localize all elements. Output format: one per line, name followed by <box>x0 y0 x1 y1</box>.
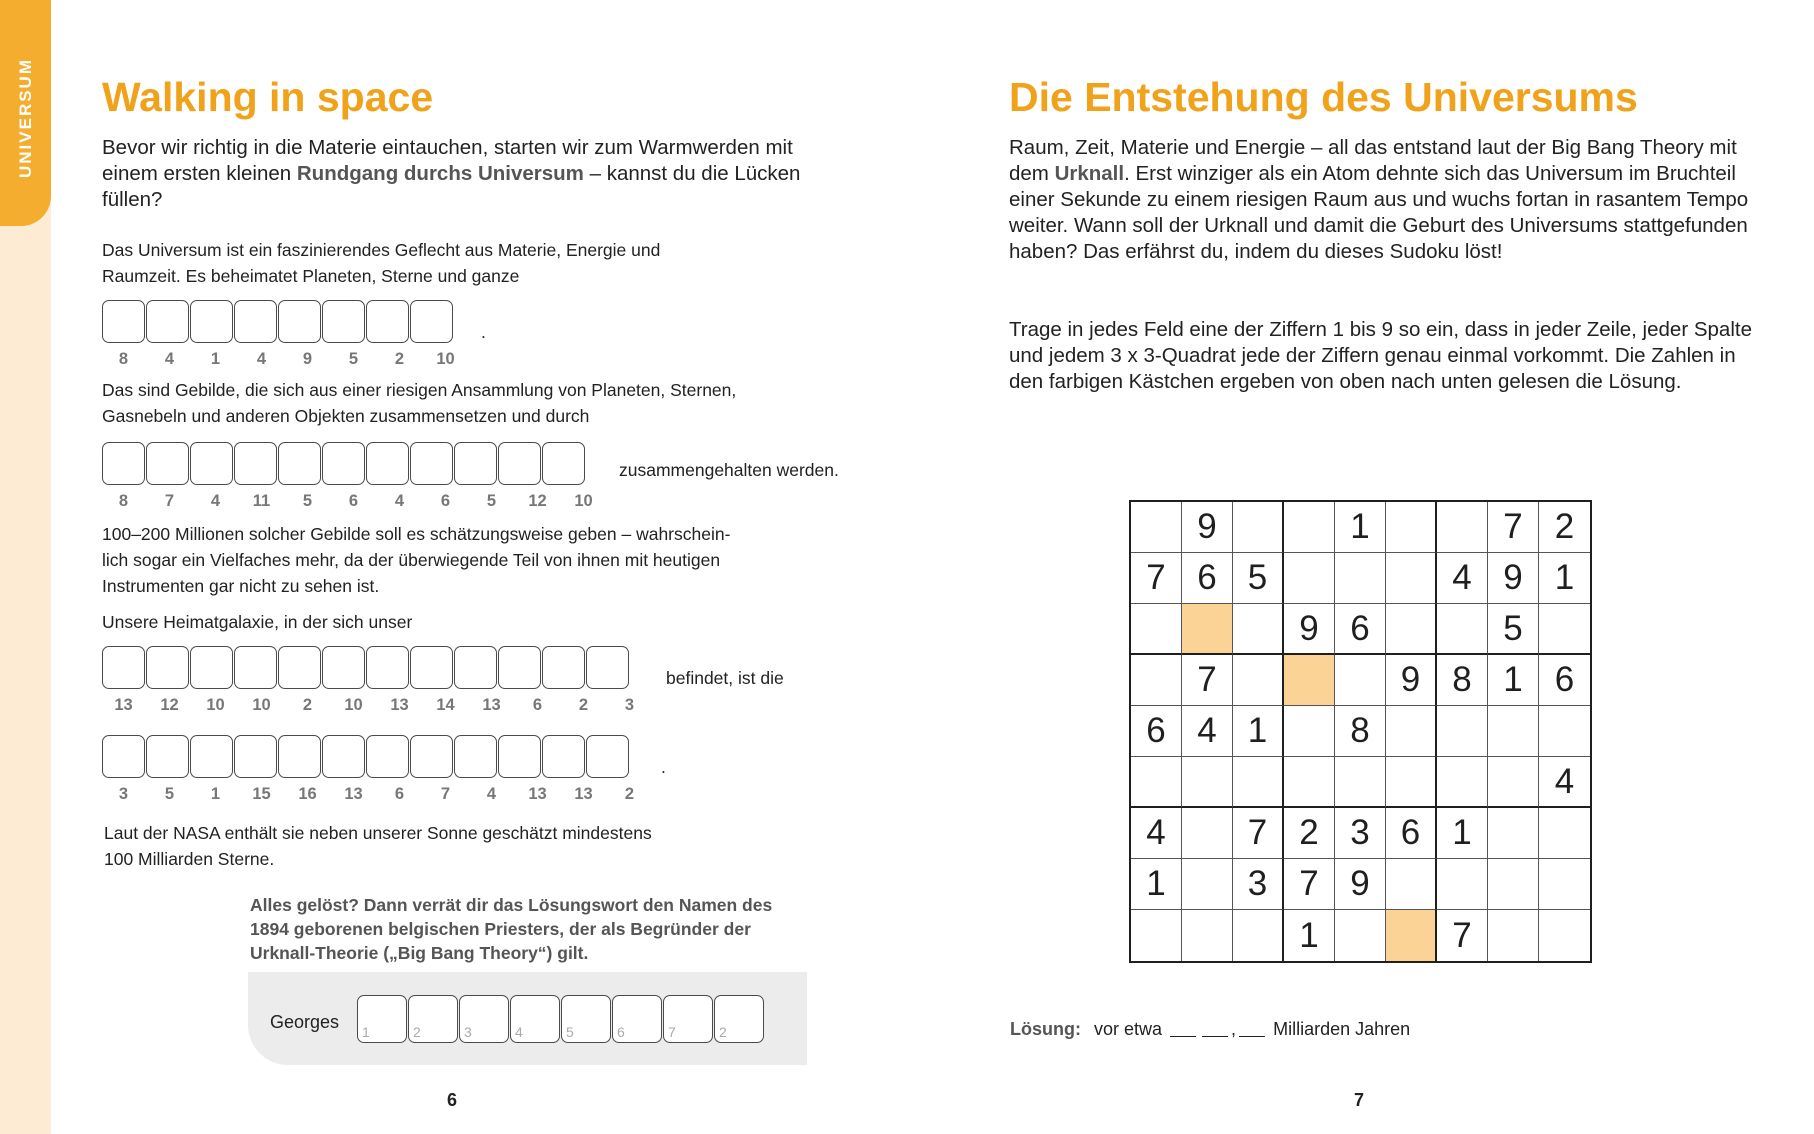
letter-box[interactable] <box>366 735 409 778</box>
letter-number: 12 <box>160 696 179 714</box>
sudoku-cell: 6 <box>1335 604 1386 655</box>
letter-number: 5 <box>348 350 359 368</box>
letter-numbers <box>101 350 468 369</box>
sudoku-cell: 1 <box>1539 553 1590 604</box>
letter-box[interactable] <box>234 735 277 778</box>
letter-box[interactable] <box>190 442 233 485</box>
left-intro: Bevor wir richtig in die Materie eintauchen, starten wir zum Warmwerden mit einem ersten kleinen Rundgang durchs Universum – kannst du die Lücken füllen? <box>102 136 801 211</box>
sudoku-cell[interactable] <box>1386 706 1437 757</box>
letter-number: 15 <box>252 785 271 803</box>
letter-number: 6 <box>394 785 405 803</box>
letter-number: 4 <box>486 785 497 803</box>
sudoku-cell: 3 <box>1233 859 1284 910</box>
letter-number: 10 <box>206 696 225 714</box>
sudoku-cell[interactable] <box>1131 502 1182 553</box>
sudoku-cell: 6 <box>1182 553 1233 604</box>
letter-number: 5 <box>486 492 497 510</box>
letter-box[interactable] <box>146 442 189 485</box>
solution-letter-box[interactable] <box>612 995 662 1043</box>
letter-boxes[interactable] <box>102 646 629 689</box>
letter-number: 10 <box>436 350 455 368</box>
sudoku-cell: 2 <box>1539 502 1590 553</box>
paragraph-line: Das Universum ist ein faszinierendes Geflecht aus Materie, Energie und <box>102 240 661 260</box>
solution-prefix-text: vor etwa <box>1094 1019 1163 1039</box>
sudoku-cell: 4 <box>1539 757 1590 808</box>
letter-number: 6 <box>440 492 451 510</box>
solution-letter-box[interactable] <box>561 995 611 1043</box>
paragraph-line: Gasnebeln und anderen Objekten zusammensetzen und durch <box>102 406 590 426</box>
sudoku-cell: 9 <box>1284 604 1335 655</box>
letter-number: 6 <box>532 696 543 714</box>
letter-number: 10 <box>344 696 363 714</box>
letter-number: 2 <box>578 696 589 714</box>
sudoku-cell: 9 <box>1386 655 1437 706</box>
letter-numbers <box>101 696 652 715</box>
solution-letter-box[interactable] <box>714 995 764 1043</box>
sudoku-cell: 9 <box>1182 502 1233 553</box>
sudoku-cell-highlighted[interactable] <box>1386 910 1437 961</box>
letter-numbers <box>101 492 606 511</box>
sudoku-cell: 3 <box>1335 808 1386 859</box>
sudoku-cell[interactable] <box>1386 553 1437 604</box>
letter-box[interactable] <box>146 646 189 689</box>
letter-box[interactable] <box>102 735 145 778</box>
letter-number: 2 <box>394 350 405 368</box>
letter-box[interactable] <box>322 735 365 778</box>
sudoku-cell[interactable] <box>1335 757 1386 808</box>
sudoku-cell[interactable] <box>1335 553 1386 604</box>
sudoku-cell: 6 <box>1131 706 1182 757</box>
letter-box[interactable] <box>410 646 453 689</box>
solution-letter-number: 6 <box>617 1024 625 1040</box>
page-number-left: 6 <box>447 1090 458 1110</box>
sudoku-cell-highlighted[interactable] <box>1284 655 1335 706</box>
letter-box[interactable] <box>542 442 585 485</box>
sudoku-cell: 4 <box>1437 553 1488 604</box>
letter-number: 12 <box>528 492 547 510</box>
sudoku-cell[interactable] <box>1182 808 1233 859</box>
letter-number: 2 <box>302 696 313 714</box>
letter-box[interactable] <box>146 300 189 343</box>
sudoku-cell: 8 <box>1335 706 1386 757</box>
solution-prefix: Georges <box>270 1012 340 1032</box>
sudoku-cell[interactable] <box>1386 757 1437 808</box>
sudoku-cell[interactable] <box>1488 808 1539 859</box>
letter-number: 7 <box>440 785 451 803</box>
letter-box[interactable] <box>234 646 277 689</box>
sudoku-cell[interactable] <box>1131 910 1182 961</box>
sudoku-cell[interactable] <box>1233 604 1284 655</box>
paragraph-line: Instrumenten gar nicht zu sehen ist. <box>102 576 380 596</box>
letter-box[interactable] <box>322 442 365 485</box>
sudoku-cell: 9 <box>1488 553 1539 604</box>
sudoku-cell: 5 <box>1233 553 1284 604</box>
sudoku-cell[interactable] <box>1131 757 1182 808</box>
sudoku-cell[interactable] <box>1539 859 1590 910</box>
letter-number: 13 <box>528 785 547 803</box>
sidebar-strip <box>0 0 51 1134</box>
solution-label: Lösung: <box>1010 1019 1081 1039</box>
left-page-title: Walking in space <box>102 74 434 120</box>
sudoku-cell[interactable] <box>1386 604 1437 655</box>
sudoku-grid[interactable] <box>1129 500 1592 963</box>
letter-number: 3 <box>624 696 635 714</box>
letter-boxes[interactable] <box>102 300 453 343</box>
sudoku-cell[interactable] <box>1386 502 1437 553</box>
letter-number: 9 <box>302 350 313 368</box>
answer-blank[interactable] <box>1202 1036 1228 1037</box>
sudoku-cell[interactable] <box>1233 910 1284 961</box>
letter-number: 16 <box>298 785 317 803</box>
sudoku-cell[interactable] <box>1539 808 1590 859</box>
letter-boxes[interactable] <box>102 735 629 778</box>
letter-number: 13 <box>482 696 501 714</box>
letter-number: 2 <box>624 785 635 803</box>
right-intro: Raum, Zeit, Materie und Energie – all das entstand laut der Big Bang Theory mit dem Urknall. Erst winziger als ein Atom dehnte sich das Universum im Bruchteil einer Sekunde zu einem riesigen Raum aus und wuchs fortan in rasantem Tempo weiter. Wann soll der Urknall und damit die Geburt des Universums stattgefunden haben? Das erfährst du, indem du dieses Sudoku löst! <box>1009 136 1749 263</box>
sudoku-cell[interactable] <box>1539 910 1590 961</box>
letter-number: 13 <box>574 785 593 803</box>
solution-letter-box[interactable] <box>459 995 509 1043</box>
letter-box[interactable] <box>102 442 145 485</box>
sudoku-cell[interactable] <box>1488 859 1539 910</box>
solution-letter-number: 3 <box>464 1024 472 1040</box>
sudoku-cell[interactable] <box>1437 502 1488 553</box>
section-label: UNIVERSUM <box>16 57 35 179</box>
sudoku-cell: 2 <box>1284 808 1335 859</box>
solution-letter-box[interactable] <box>510 995 560 1043</box>
letter-number: 5 <box>164 785 175 803</box>
sudoku-cell: 9 <box>1335 859 1386 910</box>
sudoku-cell: 7 <box>1233 808 1284 859</box>
letter-box[interactable] <box>146 735 189 778</box>
letter-box[interactable] <box>454 646 497 689</box>
letter-number: 6 <box>348 492 359 510</box>
letter-number: 5 <box>302 492 313 510</box>
letter-number: 7 <box>164 492 175 510</box>
sudoku-cell[interactable] <box>1488 706 1539 757</box>
letter-box[interactable] <box>278 735 321 778</box>
solution-letter-number: 1 <box>362 1024 370 1040</box>
paragraph-line: Das sind Gebilde, die sich aus einer riesigen Ansammlung von Planeten, Sternen, <box>102 380 737 400</box>
paragraph-line: Unsere Heimatgalaxie, in der sich unser <box>102 612 413 632</box>
row-tail-text: befindet, ist die <box>666 668 784 688</box>
sudoku-cell[interactable] <box>1182 757 1233 808</box>
letter-box[interactable] <box>234 442 277 485</box>
solution-word-boxes[interactable] <box>357 995 764 1043</box>
sudoku-cell: 7 <box>1182 655 1233 706</box>
sudoku-cell: 7 <box>1131 553 1182 604</box>
letter-number: 13 <box>114 696 133 714</box>
sudoku-cell[interactable] <box>1131 655 1182 706</box>
answer-blank[interactable] <box>1239 1036 1265 1037</box>
paragraph-line: Raumzeit. Es beheimatet Planeten, Sterne und ganze <box>102 266 520 286</box>
sudoku-cell[interactable] <box>1182 859 1233 910</box>
sudoku-cell: 6 <box>1386 808 1437 859</box>
row-tail-text: zusammengehalten werden. <box>619 460 839 480</box>
letter-number: 8 <box>118 350 129 368</box>
sudoku-cell[interactable] <box>1233 757 1284 808</box>
sudoku-instructions: Trage in jedes Feld eine der Ziffern 1 bis 9 so ein, dass in jeder Zeile, jeder Spalte und jedem 3 x 3-Quadrat jede der Ziffern genau einmal vorkommt. Die Zahlen in den farbigen Kästchen ergeben von oben nach unten gelesen die Lösung. <box>1009 318 1752 393</box>
sudoku-cell: 7 <box>1488 502 1539 553</box>
letter-box[interactable] <box>498 646 541 689</box>
letter-box[interactable] <box>278 646 321 689</box>
letter-number: 4 <box>256 350 267 368</box>
row-tail-text: . <box>661 757 666 777</box>
letter-box[interactable] <box>454 735 497 778</box>
letter-numbers <box>101 785 652 804</box>
letter-boxes[interactable] <box>102 442 585 485</box>
letter-box[interactable] <box>102 300 145 343</box>
sudoku-cell[interactable] <box>1437 859 1488 910</box>
letter-number: 13 <box>390 696 409 714</box>
paragraph-line: 100–200 Millionen solcher Gebilde soll es schätzungsweise geben – wahrschein- <box>102 524 731 544</box>
decimal-comma: , <box>1231 1019 1237 1039</box>
solution-letter-number: 5 <box>566 1024 574 1040</box>
letter-number: 10 <box>252 696 271 714</box>
letter-box[interactable] <box>498 442 541 485</box>
solution-letter-box[interactable] <box>408 995 458 1043</box>
letter-box[interactable] <box>542 735 585 778</box>
sudoku-cell[interactable] <box>1488 757 1539 808</box>
row-tail-text: . <box>481 322 486 342</box>
letter-box[interactable] <box>410 735 453 778</box>
letter-box[interactable] <box>410 300 453 343</box>
letter-box[interactable] <box>542 646 585 689</box>
letter-box[interactable] <box>366 300 409 343</box>
sudoku-cell[interactable] <box>1437 706 1488 757</box>
sudoku-cell: 8 <box>1437 655 1488 706</box>
letter-box[interactable] <box>366 442 409 485</box>
letter-number: 10 <box>574 492 593 510</box>
sudoku-cell[interactable] <box>1233 655 1284 706</box>
paragraph-line: 100 Milliarden Sterne. <box>104 849 275 869</box>
solution-letter-box[interactable] <box>357 995 407 1043</box>
letter-box[interactable] <box>102 646 145 689</box>
sudoku-cell: 1 <box>1335 502 1386 553</box>
sudoku-cell: 1 <box>1284 910 1335 961</box>
sudoku-cell[interactable] <box>1131 604 1182 655</box>
sudoku-cell: 7 <box>1284 859 1335 910</box>
sudoku-cell: 1 <box>1131 859 1182 910</box>
letter-box[interactable] <box>278 300 321 343</box>
letter-number: 4 <box>210 492 221 510</box>
letter-number: 13 <box>344 785 363 803</box>
paragraph-line: Laut der NASA enthält sie neben unserer Sonne geschätzt mindestens <box>104 823 652 843</box>
sudoku-cell: 7 <box>1437 910 1488 961</box>
letter-number: 3 <box>118 785 129 803</box>
solution-letter-number: 2 <box>719 1024 727 1040</box>
sudoku-cell[interactable] <box>1539 604 1590 655</box>
letter-box[interactable] <box>586 735 629 778</box>
sudoku-cell[interactable] <box>1284 553 1335 604</box>
sudoku-cell: 1 <box>1233 706 1284 757</box>
letter-box[interactable] <box>410 442 453 485</box>
sudoku-cell[interactable] <box>1437 604 1488 655</box>
letter-number: 1 <box>210 785 221 803</box>
paragraph-line: lich sogar ein Vielfaches mehr, da der überwiegende Teil von ihnen mit heutigen <box>102 550 721 570</box>
solution-line <box>1010 1019 1410 1040</box>
page-number-right: 7 <box>1354 1090 1365 1110</box>
sudoku-cell[interactable] <box>1284 757 1335 808</box>
sudoku-cell: 4 <box>1131 808 1182 859</box>
letter-box[interactable] <box>586 646 629 689</box>
sudoku-cell: 1 <box>1437 808 1488 859</box>
letter-box[interactable] <box>190 735 233 778</box>
letter-box[interactable] <box>190 646 233 689</box>
sudoku-cell[interactable] <box>1539 706 1590 757</box>
sudoku-cell[interactable] <box>1437 757 1488 808</box>
sudoku-cell: 4 <box>1182 706 1233 757</box>
letter-box[interactable] <box>278 442 321 485</box>
sudoku-cell[interactable] <box>1335 655 1386 706</box>
letter-number: 1 <box>210 350 221 368</box>
letter-box[interactable] <box>498 735 541 778</box>
solution-letter-number: 2 <box>413 1024 421 1040</box>
letter-number: 14 <box>436 696 455 714</box>
sudoku-cell[interactable] <box>1284 706 1335 757</box>
letter-box[interactable] <box>454 442 497 485</box>
letter-box[interactable] <box>366 646 409 689</box>
sudoku-cell-highlighted[interactable] <box>1182 604 1233 655</box>
sudoku-cell[interactable] <box>1488 910 1539 961</box>
solution-letter-number: 4 <box>515 1024 523 1040</box>
letter-box[interactable] <box>234 300 277 343</box>
sudoku-cell[interactable] <box>1233 502 1284 553</box>
final-question: Alles gelöst? Dann verrät dir das Lösungswort den Namen des 1894 geborenen belgischen Priesters, der als Begründer der Urknall-Theorie („Big Bang Theory“) gilt. <box>250 895 773 963</box>
letter-box[interactable] <box>322 646 365 689</box>
solution-letter-number: 7 <box>668 1024 676 1040</box>
sudoku-cell: 5 <box>1488 604 1539 655</box>
sudoku-cell[interactable] <box>1386 859 1437 910</box>
sudoku-cell[interactable] <box>1182 910 1233 961</box>
section-tab <box>0 0 51 226</box>
right-page-title: Die Entstehung des Universums <box>1009 74 1638 120</box>
letter-number: 4 <box>164 350 175 368</box>
solution-suffix-text: Milliarden Jahren <box>1273 1019 1411 1039</box>
solution-letter-box[interactable] <box>663 995 713 1043</box>
sudoku-cell: 1 <box>1488 655 1539 706</box>
sudoku-cell[interactable] <box>1335 910 1386 961</box>
sudoku-cell[interactable] <box>1284 502 1335 553</box>
letter-box[interactable] <box>190 300 233 343</box>
sudoku-cell: 6 <box>1539 655 1590 706</box>
letter-number: 4 <box>394 492 405 510</box>
letter-number: 11 <box>252 492 271 510</box>
letter-box[interactable] <box>322 300 365 343</box>
letter-number: 8 <box>118 492 129 510</box>
answer-blank[interactable] <box>1170 1036 1196 1037</box>
